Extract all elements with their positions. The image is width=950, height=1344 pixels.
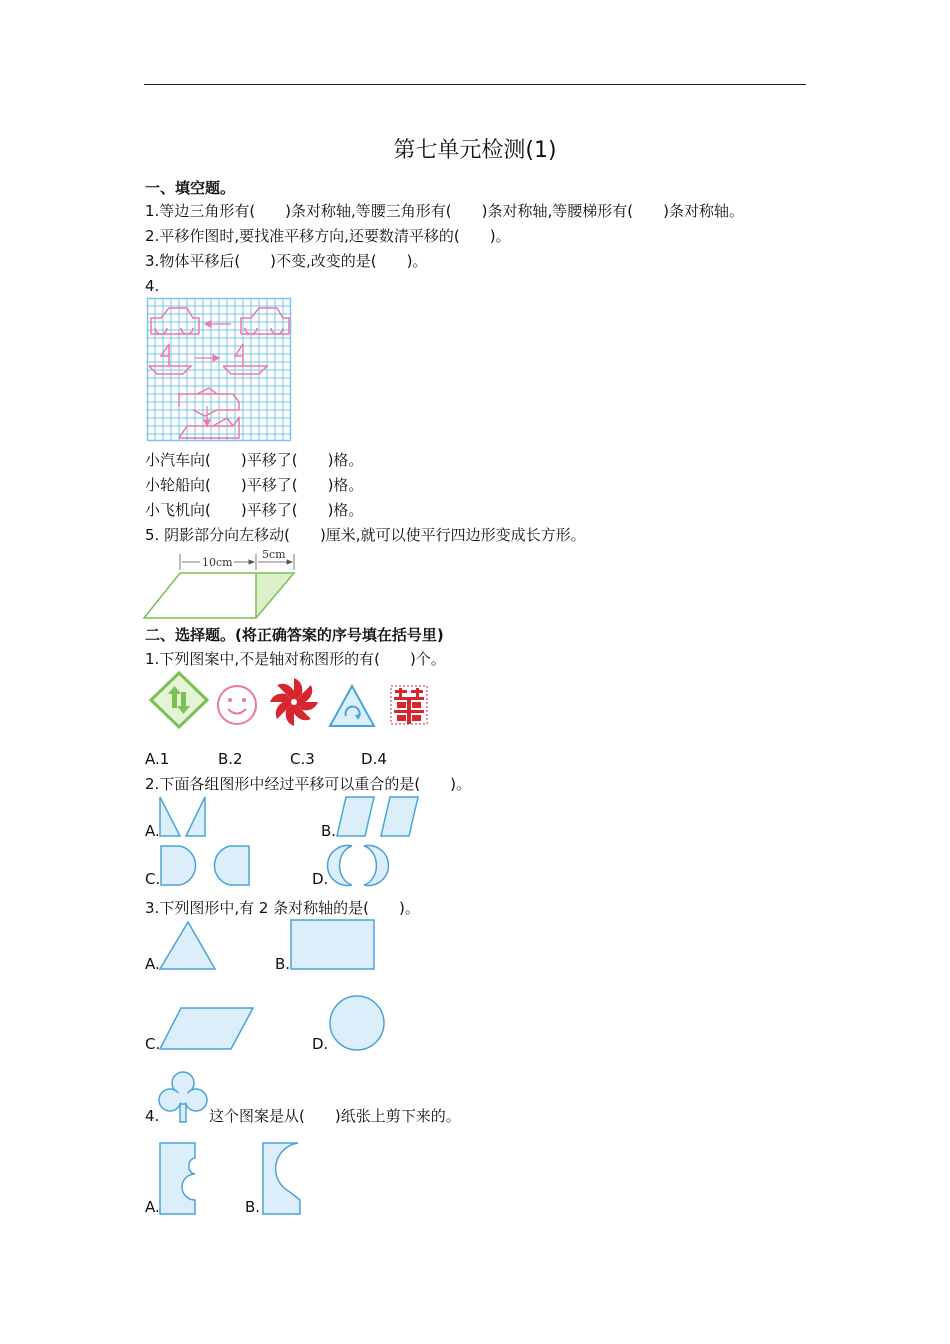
q4-label-a: A. <box>145 1198 160 1216</box>
option-d: D.4 <box>361 750 387 768</box>
q4-label-b: B. <box>245 1198 261 1216</box>
label-5cm: 5cm <box>262 548 286 561</box>
q2-option-b-parallelograms <box>336 796 420 838</box>
question-1-3: 3.物体平移后( )不变,改变的是( )。 <box>145 252 428 270</box>
q2-option-c-semicircles <box>160 845 252 887</box>
question-1-4-car: 小汽车向( )平移了( )格。 <box>145 451 364 469</box>
question-2-4: 这个图案是从( )纸张上剪下来的。 <box>209 1107 461 1125</box>
q2-label-d: D. <box>312 870 329 888</box>
q4-option-a-folded-paper <box>159 1142 199 1216</box>
question-1-2: 2.平移作图时,要找准平移方向,还要数清平移的( )。 <box>145 227 511 245</box>
question-2-4-number: 4. <box>145 1107 160 1125</box>
smiley-face-icon <box>216 684 258 726</box>
q4-option-b-folded-paper <box>262 1142 304 1216</box>
q3-label-c: C. <box>145 1035 161 1053</box>
q2-option-d-crescents <box>328 845 388 887</box>
q3-label-b: B. <box>275 955 291 973</box>
q2-label-a: A. <box>145 822 160 840</box>
pinwheel-icon <box>268 676 320 728</box>
q3-option-c-parallelogram <box>159 1007 255 1051</box>
recycle-triangle-icon <box>328 684 376 728</box>
option-a: A.1 <box>145 750 170 768</box>
double-happiness-icon <box>389 684 429 726</box>
q2-label-b: B. <box>321 822 337 840</box>
q2-label-c: C. <box>145 870 161 888</box>
parallelogram-figure <box>144 548 296 620</box>
q3-option-a-triangle <box>159 921 217 971</box>
club-pattern-icon <box>158 1070 208 1124</box>
q3-option-b-rectangle <box>290 919 376 971</box>
q3-label-a: A. <box>145 955 160 973</box>
page-title: 第七单元检测(1) <box>393 138 557 163</box>
question-1-4-number: 4. <box>145 277 160 295</box>
option-c: C.3 <box>290 750 315 768</box>
question-2-1: 1.下列图案中,不是轴对称图形的有( )个。 <box>145 650 446 668</box>
question-2-2: 2.下面各组图形中经过平移可以重合的是( )。 <box>145 775 472 793</box>
translation-grid-figure <box>147 298 291 441</box>
q2-option-a-triangles <box>159 796 209 838</box>
label-10cm: 10cm <box>202 556 233 569</box>
question-1-1: 1.等边三角形有( )条对称轴,等腰三角形有( )条对称轴,等腰梯形有( )条对称轴。 <box>145 202 744 220</box>
q3-option-d-circle <box>328 994 386 1052</box>
question-2-3: 3.下列图形中,有 2 条对称轴的是( )。 <box>145 899 420 917</box>
section2-heading: 二、选择题。(将正确答案的序号填在括号里) <box>145 626 444 644</box>
q3-label-d: D. <box>312 1035 329 1053</box>
question-1-5: 5. 阴影部分向左移动( )厘米,就可以使平行四边形变成长方形。 <box>145 526 586 544</box>
green-diamond-sign-icon <box>150 672 208 728</box>
section1-heading: 一、填空题。 <box>145 179 236 197</box>
option-b: B.2 <box>218 750 243 768</box>
top-rule <box>144 84 806 85</box>
question-1-4-plane: 小飞机向( )平移了( )格。 <box>145 501 364 519</box>
question-1-4-boat: 小轮船向( )平移了( )格。 <box>145 476 364 494</box>
